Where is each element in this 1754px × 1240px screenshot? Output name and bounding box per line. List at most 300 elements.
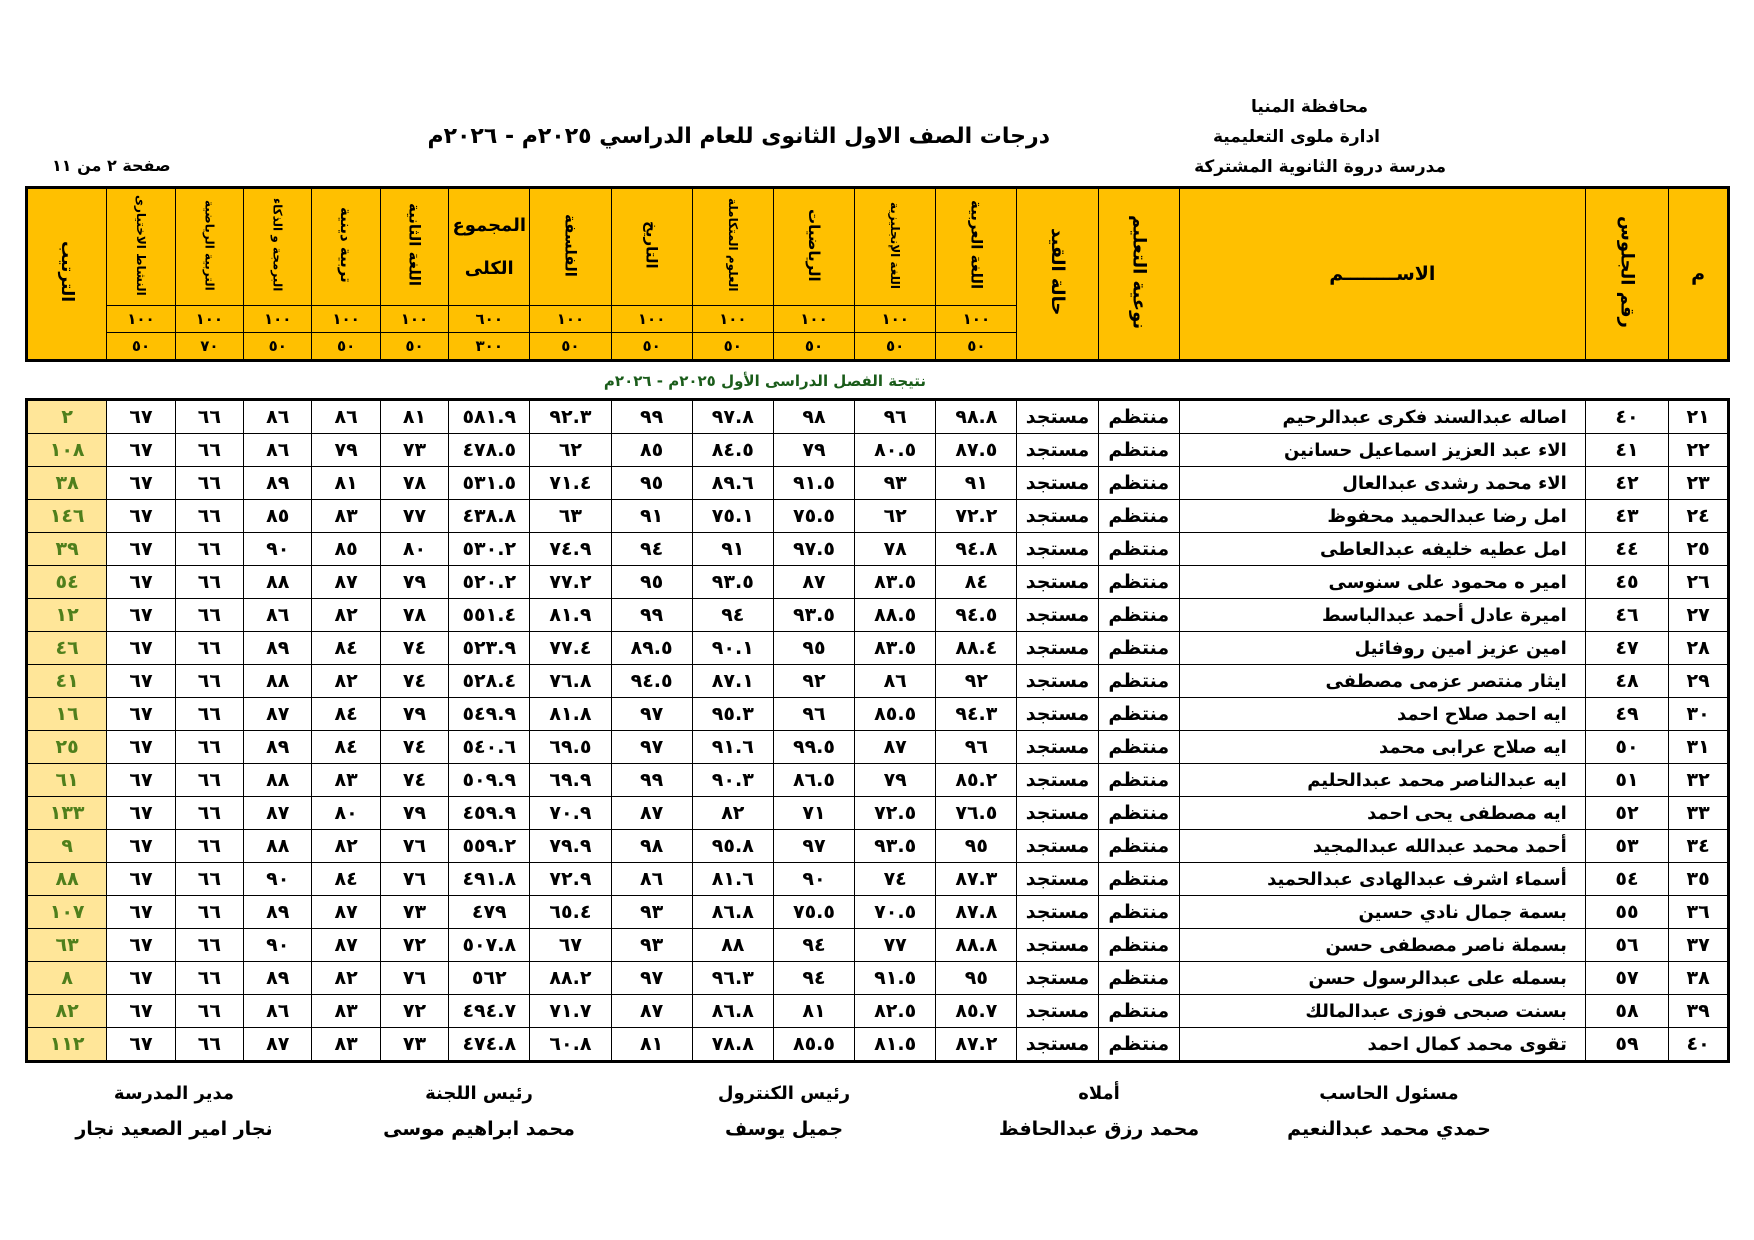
signature-computer (1264, 1083, 1514, 1140)
table-row (27, 731, 1729, 764)
grade-english: ٨٧ (855, 731, 936, 764)
study-type: منتظم (1098, 929, 1179, 962)
grade-activity: ٦٧ (107, 731, 175, 764)
grade-english: ٧٩ (855, 764, 936, 797)
seat-number: ٤٢ (1585, 467, 1668, 500)
grade-philosophy: ٦٥.٤ (530, 896, 611, 929)
row-number: ٢٥ (1669, 533, 1729, 566)
grade-english: ٨١.٥ (855, 1028, 936, 1062)
col-header-total: المجموع الكلى (449, 188, 530, 306)
col-header-english: اللغة الإنجليزية (855, 188, 936, 306)
signature-control-head (674, 1083, 894, 1140)
rank: ٥٤ (27, 566, 107, 599)
seat-number: ٥٣ (1585, 830, 1668, 863)
seat-number: ٤٦ (1585, 599, 1668, 632)
grade-activity: ٦٧ (107, 830, 175, 863)
study-type: منتظم (1098, 698, 1179, 731)
grade-math: ٧٥.٥ (773, 500, 854, 533)
grade-english: ٨٦ (855, 665, 936, 698)
grade-activity: ٦٧ (107, 434, 175, 467)
signature-role: رئيس اللجنة (425, 1083, 533, 1104)
grade-activity: ٦٧ (107, 400, 175, 434)
table-row (27, 830, 1729, 863)
rank: ٩ (27, 830, 107, 863)
signature-committee-head (364, 1083, 594, 1140)
seat-number: ٤٨ (1585, 665, 1668, 698)
grade-english: ٩٦ (855, 400, 936, 434)
grade-english: ٨٨.٥ (855, 599, 936, 632)
grade-total: ٥٢٣.٩ (449, 632, 530, 665)
row-number: ٢١ (1669, 400, 1729, 434)
grade-programming: ٨٩ (244, 632, 312, 665)
study-type: منتظم (1098, 400, 1179, 434)
study-type: منتظم (1098, 665, 1179, 698)
student-name: ايه مصطفى يحى احمد (1179, 797, 1585, 830)
grade-second-language: ٧٣ (380, 1028, 448, 1062)
grade-activity: ٦٧ (107, 467, 175, 500)
grade-religion: ٨٧ (312, 929, 380, 962)
grade-english: ٨٣.٥ (855, 632, 936, 665)
grade-history: ٩٧ (611, 698, 692, 731)
table-row (27, 400, 1729, 434)
grade-history: ٨٩.٥ (611, 632, 692, 665)
enrollment-status: مستجد (1017, 665, 1098, 698)
grade-religion: ٨٠ (312, 797, 380, 830)
grade-philosophy: ٧٢.٩ (530, 863, 611, 896)
grade-programming: ٨٥ (244, 500, 312, 533)
grade-math: ٩٥ (773, 632, 854, 665)
seat-number: ٥٠ (1585, 731, 1668, 764)
grade-philosophy: ٨٨.٢ (530, 962, 611, 995)
table-row (27, 962, 1729, 995)
grade-programming: ٨٦ (244, 434, 312, 467)
study-type: منتظم (1098, 500, 1179, 533)
grade-religion: ٨٣ (312, 764, 380, 797)
grade-religion: ٨٧ (312, 566, 380, 599)
table-row (27, 665, 1729, 698)
grade-programming: ٨٩ (244, 896, 312, 929)
table-row (27, 929, 1729, 962)
max-mark: ١٠٠ (773, 306, 854, 333)
grade-pe: ٦٦ (175, 995, 243, 1028)
grade-english: ٩٣ (855, 467, 936, 500)
grade-religion: ٨٤ (312, 632, 380, 665)
grade-second-language: ٧٣ (380, 434, 448, 467)
min-mark: ٥٠ (312, 333, 380, 361)
grade-integrated-science: ٨٧.١ (692, 665, 773, 698)
enrollment-status: مستجد (1017, 929, 1098, 962)
max-mark: ١٠٠ (936, 306, 1017, 333)
grade-total: ٥٣٠.٢ (449, 533, 530, 566)
grade-pe: ٦٦ (175, 830, 243, 863)
grade-religion: ٨٢ (312, 830, 380, 863)
grade-integrated-science: ٩٣.٥ (692, 566, 773, 599)
rank: ٨٢ (27, 995, 107, 1028)
student-name: اصاله عبدالسند فكرى عبدالرحيم (1179, 400, 1585, 434)
seat-number: ٥٧ (1585, 962, 1668, 995)
row-number: ٣٧ (1669, 929, 1729, 962)
enrollment-status: مستجد (1017, 533, 1098, 566)
student-name: بسمله على عبدالرسول حسن (1179, 962, 1585, 995)
grade-second-language: ٧٣ (380, 896, 448, 929)
rank: ٢ (27, 400, 107, 434)
min-mark: ٥٠ (530, 333, 611, 361)
seat-number: ٤٩ (1585, 698, 1668, 731)
grade-math: ٧٥.٥ (773, 896, 854, 929)
row-number: ٤٠ (1669, 1028, 1729, 1062)
grade-history: ٩٨ (611, 830, 692, 863)
grade-total: ٥٤٩.٩ (449, 698, 530, 731)
grade-history: ٩٩ (611, 599, 692, 632)
rank: ٤١ (27, 665, 107, 698)
grade-religion: ٨٣ (312, 1028, 380, 1062)
grade-integrated-science: ٩٦.٣ (692, 962, 773, 995)
grade-english: ٨٢.٥ (855, 995, 936, 1028)
enrollment-status: مستجد (1017, 830, 1098, 863)
students-table (25, 398, 1730, 1063)
seat-number: ٤٧ (1585, 632, 1668, 665)
grade-activity: ٦٧ (107, 599, 175, 632)
grade-activity: ٦٧ (107, 698, 175, 731)
grade-religion: ٨٢ (312, 962, 380, 995)
grade-pe: ٦٦ (175, 533, 243, 566)
enrollment-status: مستجد (1017, 863, 1098, 896)
grade-total: ٥٢٨.٤ (449, 665, 530, 698)
grade-second-language: ٧٦ (380, 830, 448, 863)
grade-second-language: ٧٧ (380, 500, 448, 533)
min-mark: ٥٠ (936, 333, 1017, 361)
rank: ١٦ (27, 698, 107, 731)
table-row (27, 467, 1729, 500)
grade-activity: ٦٧ (107, 566, 175, 599)
grade-history: ٨٧ (611, 797, 692, 830)
col-header-seat: رقم الجلوس (1585, 188, 1668, 361)
grade-total: ٤٩٤.٧ (449, 995, 530, 1028)
grade-total: ٥٨١.٩ (449, 400, 530, 434)
grade-math: ٧٩ (773, 434, 854, 467)
student-name: امل رضا عبدالحميد محفوظ (1179, 500, 1585, 533)
grade-activity: ٦٧ (107, 896, 175, 929)
row-number: ٣٩ (1669, 995, 1729, 1028)
rank: ١٣٣ (27, 797, 107, 830)
grade-arabic: ٩١ (936, 467, 1017, 500)
grade-philosophy: ٦٩.٩ (530, 764, 611, 797)
student-name: امين عزيز امين روفائيل (1179, 632, 1585, 665)
grade-philosophy: ٧٠.٩ (530, 797, 611, 830)
rank: ١٠٨ (27, 434, 107, 467)
study-type: منتظم (1098, 962, 1179, 995)
grade-integrated-science: ٩٥.٨ (692, 830, 773, 863)
max-mark: ١٠٠ (244, 306, 312, 333)
page-title: درجات الصف الاول الثانوى للعام الدراسي ٢٠٢٥م - ٢٠٢٦م (427, 124, 1050, 149)
rank: ٣٨ (27, 467, 107, 500)
grade-pe: ٦٦ (175, 896, 243, 929)
table-row (27, 764, 1729, 797)
grade-religion: ٨٧ (312, 896, 380, 929)
student-name: تقوى محمد كمال احمد (1179, 1028, 1585, 1062)
grade-pe: ٦٦ (175, 698, 243, 731)
col-header-activity: النشاط الاختيارى (107, 188, 175, 306)
table-row (27, 632, 1729, 665)
grade-programming: ٨٦ (244, 400, 312, 434)
grade-integrated-science: ٩٥.٣ (692, 698, 773, 731)
rank: ٦١ (27, 764, 107, 797)
table-row (27, 698, 1729, 731)
row-number: ٣٣ (1669, 797, 1729, 830)
col-header-programming: البرمجة و الذكاء (244, 188, 312, 306)
grade-second-language: ٧٨ (380, 467, 448, 500)
signature-name: نجار امير الصعيد نجار (75, 1118, 273, 1140)
grade-total: ٥٣١.٥ (449, 467, 530, 500)
rank: ٦٣ (27, 929, 107, 962)
signature-name: محمد رزق عبدالحافظ (998, 1118, 1200, 1140)
grade-arabic: ٩٤.٥ (936, 599, 1017, 632)
grade-philosophy: ٧٧.٤ (530, 632, 611, 665)
grade-philosophy: ٧١.٧ (530, 995, 611, 1028)
col-header-name: الاســــــــم (1179, 188, 1585, 361)
enrollment-status: مستجد (1017, 896, 1098, 929)
student-name: الاء عبد العزيز اسماعيل حسانين (1179, 434, 1585, 467)
grade-integrated-science: ٨٨ (692, 929, 773, 962)
grade-integrated-science: ٧٨.٨ (692, 1028, 773, 1062)
grade-arabic: ٨٥.٢ (936, 764, 1017, 797)
grade-programming: ٨٩ (244, 467, 312, 500)
study-type: منتظم (1098, 599, 1179, 632)
seat-number: ٤٠ (1585, 400, 1668, 434)
grade-arabic: ٨٤ (936, 566, 1017, 599)
grade-second-language: ٧٤ (380, 632, 448, 665)
enrollment-status: مستجد (1017, 731, 1098, 764)
student-name: الاء محمد رشدى عبدالعال (1179, 467, 1585, 500)
rank: ٣٩ (27, 533, 107, 566)
grade-english: ٧٤ (855, 863, 936, 896)
grade-programming: ٨٨ (244, 764, 312, 797)
max-mark: ١٠٠ (611, 306, 692, 333)
grade-integrated-science: ٩٧.٨ (692, 400, 773, 434)
col-header-rank: الترتيب (27, 188, 107, 361)
enrollment-status: مستجد (1017, 797, 1098, 830)
col-header-m: م (1669, 188, 1729, 361)
grade-philosophy: ٨١.٨ (530, 698, 611, 731)
grade-activity: ٦٧ (107, 929, 175, 962)
table-row (27, 599, 1729, 632)
max-mark: ١٠٠ (530, 306, 611, 333)
grade-second-language: ٧٨ (380, 599, 448, 632)
grade-math: ٧١ (773, 797, 854, 830)
seat-number: ٥٤ (1585, 863, 1668, 896)
grade-total: ٥٥٩.٢ (449, 830, 530, 863)
signature-role: رئيس الكنترول (717, 1083, 851, 1104)
grade-programming: ٨٧ (244, 797, 312, 830)
study-type: منتظم (1098, 533, 1179, 566)
grade-total: ٤٩١.٨ (449, 863, 530, 896)
grade-philosophy: ٦٣ (530, 500, 611, 533)
seat-number: ٥١ (1585, 764, 1668, 797)
study-type: منتظم (1098, 731, 1179, 764)
rank: ٨ (27, 962, 107, 995)
min-mark: ٥٠ (107, 333, 175, 361)
grade-integrated-science: ٩١ (692, 533, 773, 566)
grade-english: ٨٥.٥ (855, 698, 936, 731)
grade-philosophy: ٧٦.٨ (530, 665, 611, 698)
grade-math: ٨٧ (773, 566, 854, 599)
grade-history: ٩٥ (611, 566, 692, 599)
grade-integrated-science: ٩٠.٣ (692, 764, 773, 797)
enrollment-status: مستجد (1017, 698, 1098, 731)
col-header-status: حالة القيد (1017, 188, 1098, 361)
enrollment-status: مستجد (1017, 995, 1098, 1028)
study-type: منتظم (1098, 764, 1179, 797)
col-header-math: الرياضيات (773, 188, 854, 306)
rank: ١٤٦ (27, 500, 107, 533)
grade-arabic: ٧٢.٢ (936, 500, 1017, 533)
row-number: ٢٩ (1669, 665, 1729, 698)
school-label: مدرسة دروة الثانوية المشتركة (1194, 157, 1446, 177)
col-header-religion: تربية دينية (312, 188, 380, 306)
semester-result-subtitle: نتيجة الفصل الدراسى الأول ٢٠٢٥م - ٢٠٢٦م (603, 372, 927, 390)
seat-number: ٤٤ (1585, 533, 1668, 566)
rank: ١٢ (27, 599, 107, 632)
row-number: ٢٣ (1669, 467, 1729, 500)
grade-integrated-science: ٧٥.١ (692, 500, 773, 533)
grade-religion: ٨٤ (312, 731, 380, 764)
grade-activity: ٦٧ (107, 797, 175, 830)
rank: ١٠٧ (27, 896, 107, 929)
signature-name: حمدي محمد عبدالنعيم (1287, 1118, 1491, 1140)
min-mark: ٥٠ (692, 333, 773, 361)
study-type: منتظم (1098, 896, 1179, 929)
grade-activity: ٦٧ (107, 533, 175, 566)
grade-philosophy: ٧٤.٩ (530, 533, 611, 566)
grade-activity: ٦٧ (107, 500, 175, 533)
student-name: امل عطيه خليفه عبدالعاطى (1179, 533, 1585, 566)
seat-number: ٤٥ (1585, 566, 1668, 599)
administration-label: ادارة ملوى التعليمية (1212, 127, 1380, 147)
grade-programming: ٨٦ (244, 599, 312, 632)
grade-pe: ٦٦ (175, 632, 243, 665)
student-name: ايثار منتصر عزمى مصطفى (1179, 665, 1585, 698)
seat-number: ٥٢ (1585, 797, 1668, 830)
grade-philosophy: ٦٠.٨ (530, 1028, 611, 1062)
rank: ٢٥ (27, 731, 107, 764)
grade-math: ٩٧.٥ (773, 533, 854, 566)
grade-history: ٩٩ (611, 764, 692, 797)
grade-math: ٩٦ (773, 698, 854, 731)
max-mark: ١٠٠ (312, 306, 380, 333)
grade-history: ٩٤.٥ (611, 665, 692, 698)
grade-activity: ٦٧ (107, 995, 175, 1028)
grade-pe: ٦٦ (175, 929, 243, 962)
grade-philosophy: ٦٩.٥ (530, 731, 611, 764)
grade-programming: ٨٩ (244, 731, 312, 764)
grade-arabic: ٩٢ (936, 665, 1017, 698)
grade-second-language: ٨٠ (380, 533, 448, 566)
grade-activity: ٦٧ (107, 632, 175, 665)
max-mark: ٦٠٠ (449, 306, 530, 333)
rank: ١١٢ (27, 1028, 107, 1062)
table-row (27, 1028, 1729, 1062)
signature-dictated (974, 1083, 1224, 1140)
grade-pe: ٦٦ (175, 400, 243, 434)
grade-math: ٩٨ (773, 400, 854, 434)
grade-integrated-science: ٨٩.٦ (692, 467, 773, 500)
grade-programming: ٩٠ (244, 533, 312, 566)
row-number: ٣٠ (1669, 698, 1729, 731)
grade-total: ٤٥٩.٩ (449, 797, 530, 830)
grade-religion: ٨٢ (312, 665, 380, 698)
grade-total: ٥٥١.٤ (449, 599, 530, 632)
grade-pe: ٦٦ (175, 1028, 243, 1062)
row-number: ٣٥ (1669, 863, 1729, 896)
enrollment-status: مستجد (1017, 566, 1098, 599)
grade-philosophy: ٧٩.٩ (530, 830, 611, 863)
grade-history: ٩١ (611, 500, 692, 533)
study-type: منتظم (1098, 830, 1179, 863)
signature-role: مسئول الحاسب (1319, 1083, 1459, 1104)
signature-name: جميل يوسف (724, 1118, 844, 1140)
grade-arabic: ٨٨.٤ (936, 632, 1017, 665)
col-header-integrated-science: العلوم المتكاملة (692, 188, 773, 306)
grade-total: ٥٢٠.٢ (449, 566, 530, 599)
grade-pe: ٦٦ (175, 599, 243, 632)
col-header-history: التاريخ (611, 188, 692, 306)
grade-history: ٨١ (611, 1028, 692, 1062)
grade-pe: ٦٦ (175, 467, 243, 500)
grade-pe: ٦٦ (175, 797, 243, 830)
grade-religion: ٧٩ (312, 434, 380, 467)
signature-name: محمد ابراهيم موسى (383, 1118, 575, 1140)
student-name: ايه احمد صلاح احمد (1179, 698, 1585, 731)
table-row (27, 434, 1729, 467)
study-type: منتظم (1098, 566, 1179, 599)
grade-pe: ٦٦ (175, 731, 243, 764)
table-row (27, 995, 1729, 1028)
grade-arabic: ٨٧.٨ (936, 896, 1017, 929)
grade-second-language: ٧٦ (380, 863, 448, 896)
grade-second-language: ٧٢ (380, 995, 448, 1028)
grade-english: ٨٣.٥ (855, 566, 936, 599)
grade-math: ٩٤ (773, 962, 854, 995)
grade-integrated-science: ٨٤.٥ (692, 434, 773, 467)
seat-number: ٥٦ (1585, 929, 1668, 962)
grade-history: ٩٣ (611, 929, 692, 962)
grade-arabic: ٩٤.٣ (936, 698, 1017, 731)
grade-activity: ٦٧ (107, 764, 175, 797)
grade-pe: ٦٦ (175, 500, 243, 533)
row-number: ٢٨ (1669, 632, 1729, 665)
enrollment-status: مستجد (1017, 434, 1098, 467)
grade-english: ٨٠.٥ (855, 434, 936, 467)
grade-religion: ٨٤ (312, 698, 380, 731)
rank: ٤٦ (27, 632, 107, 665)
grade-programming: ٨٨ (244, 566, 312, 599)
table-row (27, 566, 1729, 599)
row-number: ٣٦ (1669, 896, 1729, 929)
table-row (27, 863, 1729, 896)
max-mark: ١٠٠ (380, 306, 448, 333)
seat-number: ٤١ (1585, 434, 1668, 467)
grade-religion: ٨٢ (312, 599, 380, 632)
grade-second-language: ٧٩ (380, 698, 448, 731)
col-header-pe: التربية الرياضية (175, 188, 243, 306)
grade-pe: ٦٦ (175, 665, 243, 698)
study-type: منتظم (1098, 797, 1179, 830)
grade-philosophy: ٧١.٤ (530, 467, 611, 500)
grade-arabic: ٨٨.٨ (936, 929, 1017, 962)
grade-english: ٩٣.٥ (855, 830, 936, 863)
min-mark: ٥٠ (244, 333, 312, 361)
grade-integrated-science: ٩١.٦ (692, 731, 773, 764)
